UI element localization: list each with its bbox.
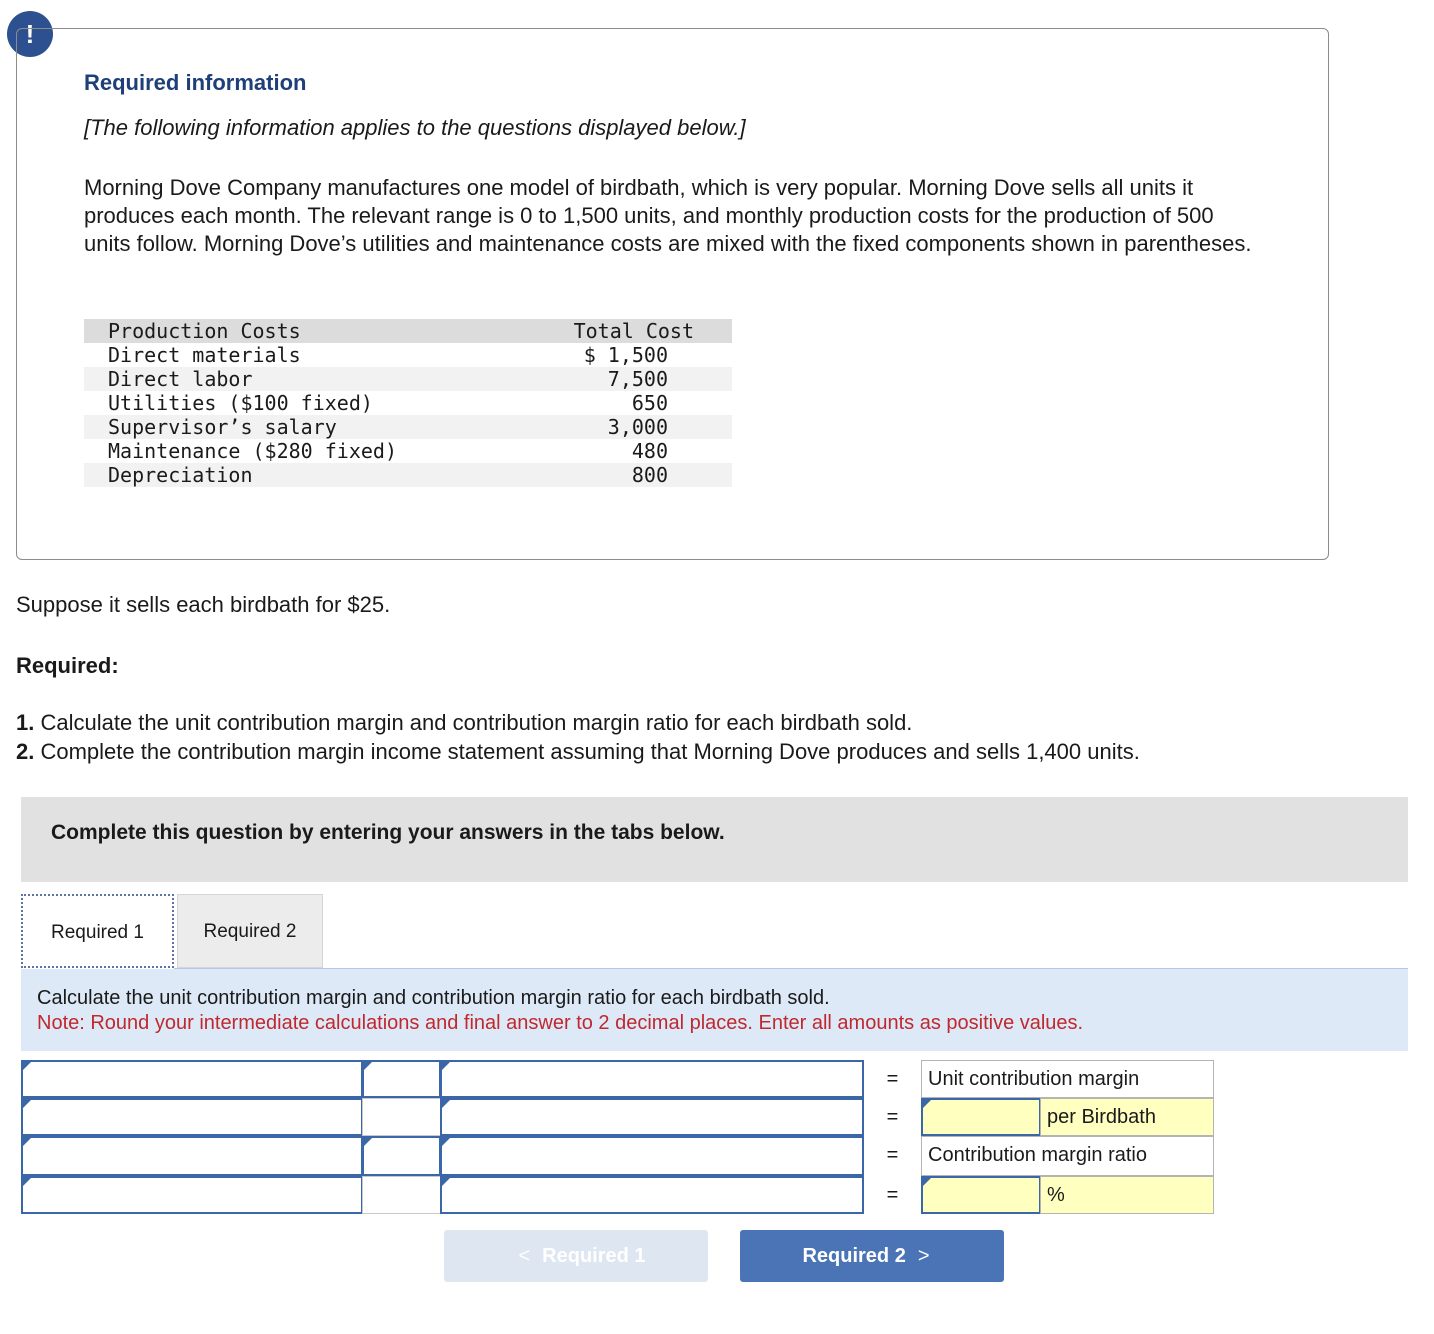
required-heading: Required: bbox=[16, 653, 119, 678]
cost-row-value: 480 bbox=[631, 439, 668, 463]
requirement-item bbox=[16, 708, 1140, 737]
cost-row bbox=[84, 439, 732, 463]
complete-question-text: Complete this question by entering your answers in the tabs below. bbox=[51, 821, 725, 844]
per-birdbath-unit: per Birdbath bbox=[1040, 1098, 1214, 1136]
answer-select-r3c1[interactable] bbox=[21, 1136, 363, 1176]
requirement-item bbox=[16, 737, 1140, 766]
cost-row-value: $ 1,500 bbox=[583, 343, 668, 367]
cost-row bbox=[84, 343, 732, 367]
cost-row-value: 800 bbox=[631, 463, 668, 487]
cost-row-value: 3,000 bbox=[607, 415, 668, 439]
chevron-right-icon: > bbox=[917, 1245, 930, 1267]
answer-select-r2c1[interactable] bbox=[21, 1098, 363, 1136]
requirement-text: Complete the contribution margin income statement assuming that Morning Dove produces and sells 1,400 units. bbox=[34, 739, 1140, 764]
cost-row-label: Direct labor bbox=[108, 367, 253, 391]
contribution-margin-ratio-input[interactable] bbox=[921, 1176, 1041, 1214]
scenario-text: Morning Dove Company manufactures one model of birdbath, which is very popular. Morning Dove sells all units it produces each month. The relevant range is 0 to 1,500 units, and monthly production costs for the production of 500 units follow. Morning Dove’s utilities and maintenance costs are mixed with the fixed components shown in parentheses. bbox=[84, 175, 1252, 256]
requirement-number: 2. bbox=[16, 739, 35, 764]
next-required-button[interactable] bbox=[740, 1230, 1004, 1282]
required-info-subtitle: [The following information applies to the questions displayed below.] bbox=[84, 115, 746, 140]
answer-select-r1c1[interactable] bbox=[21, 1060, 363, 1098]
answer-select-r4c3[interactable] bbox=[440, 1176, 864, 1214]
equals-sign: = bbox=[886, 1106, 899, 1128]
cost-row bbox=[84, 391, 732, 415]
answer-select-r3c2[interactable] bbox=[362, 1136, 441, 1176]
equals-sign: = bbox=[886, 1184, 899, 1206]
cost-row-label: Depreciation bbox=[108, 463, 253, 487]
answer-blank-r2c2 bbox=[362, 1098, 441, 1136]
answer-blank-r4c2 bbox=[362, 1176, 441, 1214]
answer-select-r1c3[interactable] bbox=[440, 1060, 864, 1098]
equals-sign: = bbox=[886, 1144, 899, 1166]
tab-required-1[interactable]: Required 1 bbox=[21, 894, 174, 968]
cost-row-value: 7,500 bbox=[607, 367, 668, 391]
cost-row-label: Maintenance ($280 fixed) bbox=[108, 439, 397, 463]
contribution-margin-ratio-label: Contribution margin ratio bbox=[921, 1136, 1214, 1176]
cost-header-value: Total Cost bbox=[573, 319, 694, 343]
prev-required-button[interactable] bbox=[444, 1230, 708, 1282]
requirement-text: Calculate the unit contribution margin and contribution margin ratio for each birdbath sold. bbox=[34, 710, 913, 735]
answer-select-r4c1[interactable] bbox=[21, 1176, 363, 1214]
answer-select-r2c3[interactable] bbox=[440, 1098, 864, 1136]
answer-select-r1c2[interactable] bbox=[362, 1060, 441, 1098]
cost-row-value: 650 bbox=[631, 391, 668, 415]
instruction-text: Calculate the unit contribution margin and contribution margin ratio for each birdbath sold. bbox=[37, 987, 830, 1009]
requirement-number: 1. bbox=[16, 710, 35, 735]
cost-row bbox=[84, 415, 732, 439]
chevron-left-icon: < bbox=[518, 1245, 531, 1267]
production-cost-table bbox=[84, 319, 732, 487]
unit-contribution-margin-input[interactable] bbox=[921, 1098, 1041, 1136]
cost-header-label: Production Costs bbox=[108, 319, 301, 343]
selling-price-text: Suppose it sells each birdbath for $25. bbox=[16, 592, 391, 617]
complete-question-banner bbox=[21, 797, 1408, 882]
equals-sign: = bbox=[886, 1068, 899, 1090]
percent-unit: % bbox=[1040, 1176, 1214, 1214]
cost-row-label: Direct materials bbox=[108, 343, 301, 367]
instruction-panel bbox=[21, 969, 1408, 1051]
alert-icon: ! bbox=[7, 11, 53, 57]
unit-contribution-margin-label: Unit contribution margin bbox=[921, 1060, 1214, 1098]
cost-row-label: Utilities ($100 fixed) bbox=[108, 391, 373, 415]
cost-table-header bbox=[84, 319, 732, 343]
prev-button-label: Required 1 bbox=[542, 1245, 646, 1267]
cost-row bbox=[84, 463, 732, 487]
cost-row bbox=[84, 367, 732, 391]
answer-select-r3c3[interactable] bbox=[440, 1136, 864, 1176]
instruction-note: Note: Round your intermediate calculations and final answer to 2 decimal places. Enter all amounts as positive values. bbox=[37, 1012, 1084, 1034]
next-button-label: Required 2 bbox=[802, 1245, 906, 1267]
required-info-title: Required information bbox=[84, 70, 307, 95]
requirements-list bbox=[16, 708, 1140, 766]
tab-required-2[interactable]: Required 2 bbox=[177, 894, 323, 968]
cost-row-label: Supervisor’s salary bbox=[108, 415, 337, 439]
